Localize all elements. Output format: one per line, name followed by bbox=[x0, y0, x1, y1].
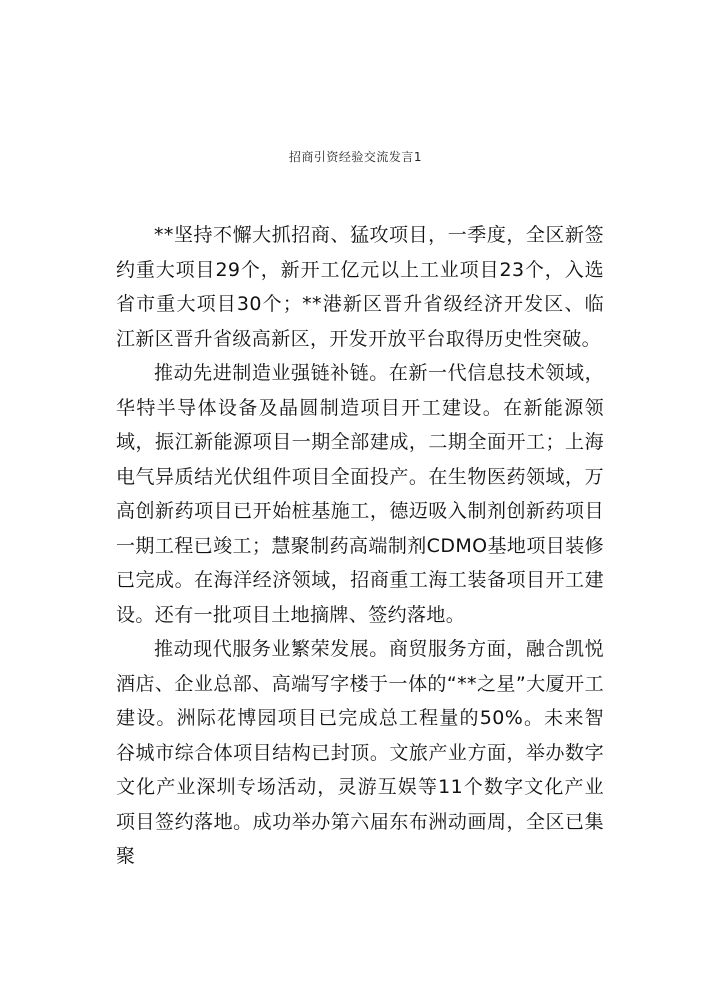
paragraph-services: 推动现代服务业繁荣发展。商贸服务方面，融合凯悦酒店、企业总部、高端写字楼于一体的“**之星”大厦开工建设。洲际花博园项目已完成总工程量的50%。未来智谷城市综合体项目结构已封顶。文旅产业方面，举办数字文化产业深圳专场活动，灵游互娱等11个数字文化产业项目签约落地。成功举办第六届东布洲动画周，全区已集聚 bbox=[116, 638, 604, 867]
paragraph-manufacturing: 推动先进制造业强链补链。在新一代信息技术领域，华特半导体设备及晶圆制造项目开工建设。在新能源领域，振江新能源项目一期全部建成，二期全面开工；上海电气异质结光伏组件项目全面投产。在生物医药领域，万高创新药项目已开始桩基施工，德迈吸入制剂创新药项目一期工程已竣工；慧聚制药高端制剂CDMO基地项目装修已完成。在海洋经济领域，招商重工海工装备项目开工建设。还有一批项目土地摘牌、签约落地。 bbox=[116, 362, 604, 626]
document-body bbox=[116, 218, 604, 874]
paragraph-intro: **坚持不懈大抓招商、猛攻项目，一季度，全区新签约重大项目29个，新开工亿元以上工业项目23个，入选省市重大项目30个；**港新区晋升省级经济开发区、临江新区晋升省级高新区，开发开放平台取得历史性突破。 bbox=[116, 224, 604, 350]
document-title: 招商引资经验交流发言1 bbox=[288, 150, 423, 164]
